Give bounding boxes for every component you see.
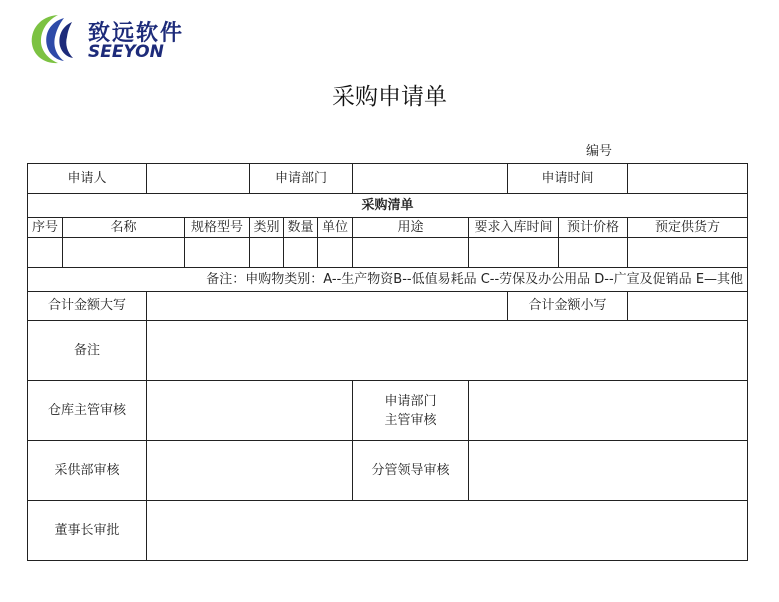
department-label: 申请部门 <box>250 164 353 194</box>
header-row <box>28 164 748 194</box>
warehouse-approval-label: 仓库主管审核 <box>28 381 147 441</box>
col-header-category: 类别 <box>250 218 284 238</box>
col-header-quantity: 数量 <box>284 218 318 238</box>
apply-time-field[interactable] <box>628 164 748 194</box>
entry-supplier-cell[interactable] <box>628 238 748 268</box>
col-header-estimated-price: 预计价格 <box>559 218 628 238</box>
totals-row <box>28 292 748 321</box>
dept-manager-approval-line2: 主管审核 <box>384 412 437 428</box>
purchase-list-header-row <box>28 218 748 238</box>
logo-brand-en: SEEYON <box>88 42 164 62</box>
total-amount-upper-field[interactable] <box>147 292 508 321</box>
seeyon-swirl-icon <box>28 12 86 66</box>
applicant-field[interactable] <box>147 164 250 194</box>
remark-row <box>28 321 748 381</box>
leader-approval-label: 分管领导审核 <box>353 441 469 501</box>
purchase-list-heading-row <box>28 194 748 218</box>
dept-manager-approval-line1: 申请部门 <box>384 393 437 409</box>
dept-manager-approval-field[interactable] <box>469 381 748 441</box>
col-header-supplier: 预定供货方 <box>628 218 748 238</box>
entry-purpose-cell[interactable] <box>353 238 469 268</box>
serial-number-label: 编号 <box>586 144 613 159</box>
chairman-approval-field[interactable] <box>147 501 748 561</box>
col-header-purpose: 用途 <box>353 218 469 238</box>
col-header-required-date: 要求入库时间 <box>469 218 559 238</box>
applicant-label: 申请人 <box>28 164 147 194</box>
total-amount-lower-label: 合计金额小写 <box>508 292 628 321</box>
dept-manager-approval-label <box>353 381 469 441</box>
entry-estimated-price-cell[interactable] <box>559 238 628 268</box>
entry-unit-cell[interactable] <box>318 238 353 268</box>
purchase-list-entry-row <box>28 238 748 268</box>
total-amount-upper-label: 合计金额大写 <box>28 292 147 321</box>
col-header-index: 序号 <box>28 218 63 238</box>
remark-field[interactable] <box>147 321 748 381</box>
total-amount-lower-field[interactable] <box>628 292 748 321</box>
chairman-approval-label: 董事长审批 <box>28 501 147 561</box>
entry-name-cell[interactable] <box>63 238 185 268</box>
purchase-request-form <box>27 163 748 561</box>
logo-brand-cn: 致远软件 <box>88 21 185 46</box>
entry-spec-cell[interactable] <box>185 238 250 268</box>
col-header-unit: 单位 <box>318 218 353 238</box>
entry-index-cell[interactable] <box>28 238 63 268</box>
apply-time-label: 申请时间 <box>508 164 628 194</box>
col-header-name: 名称 <box>63 218 185 238</box>
entry-category-cell[interactable] <box>250 238 284 268</box>
warehouse-approval-field[interactable] <box>147 381 353 441</box>
department-field[interactable] <box>353 164 508 194</box>
approval-row-1 <box>28 381 748 441</box>
category-note: 备注：申购物类别：A--生产物资B--低值易耗品 C--劳保及办公用品 D--广宣及促销品 E—其他 <box>28 268 748 292</box>
purchasing-approval-label: 采供部审核 <box>28 441 147 501</box>
remark-label: 备注 <box>28 321 147 381</box>
col-header-spec: 规格型号 <box>185 218 250 238</box>
seeyon-logo <box>28 12 198 66</box>
purchase-list-heading: 采购清单 <box>28 194 748 218</box>
form-title: 采购申请单 <box>332 84 447 110</box>
approval-row-2 <box>28 441 748 501</box>
purchasing-approval-field[interactable] <box>147 441 353 501</box>
approval-row-3 <box>28 501 748 561</box>
entry-required-date-cell[interactable] <box>469 238 559 268</box>
category-note-row <box>28 268 748 292</box>
leader-approval-field[interactable] <box>469 441 748 501</box>
entry-quantity-cell[interactable] <box>284 238 318 268</box>
